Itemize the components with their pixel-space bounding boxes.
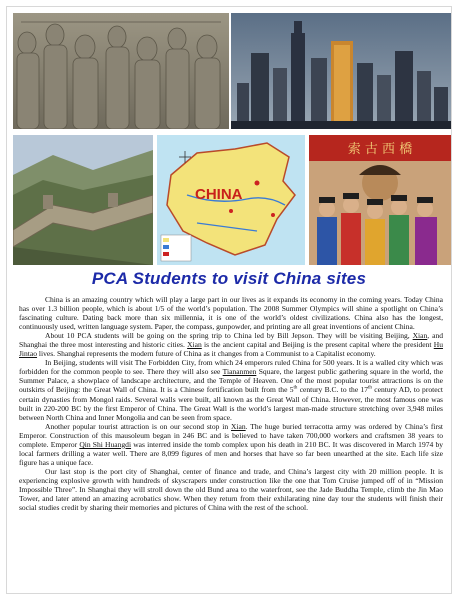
underlined-name: Xian [412,331,428,341]
underlined-name: Hu Jintao [19,340,443,359]
underlined-name: Xian [230,421,246,431]
paragraph-text: century AD, to protect certain dynasties from Mongol raids. Several walls were built, all known as the Great Wall of China. However, the most famous one was built in 220-200 BC by the first Emperor of China. The Great Wall is the world’s largest man-made structure stretching over 3,948 miles between North China and Inner Mongolia and can be seen from space. [19,385,443,422]
map-label: CHINA [195,186,243,203]
flyer-page [6,6,452,594]
underlined-name: Tiananmen [222,367,257,377]
article-paragraph [19,467,443,512]
paragraph-text: Another popular tourist attraction is on our second stop in [45,421,231,431]
ordinal-suffix: th [293,385,298,391]
great-wall-photo [13,135,153,265]
ordinal-suffix: th [368,385,372,391]
paragraph-text: About 10 PCA students will be going on the spring trip to China led by Bill Jepson. They will be visiting Beijing, [45,331,413,341]
terracotta-warriors-photo [13,13,229,129]
paragraph-text: In Beijing, students will visit The Forbidden City, from which 24 emperors ruled China for 500 years. It is a walled city which was forbidden for the common people to see. There they will also see [19,358,443,377]
sign-text: 索 古 西 橋 [347,142,413,157]
traditional-costume-photo [309,135,451,265]
paragraph-text: . The huge buried terracotta army was ordered by China’s first Emperor. Construction of this mausoleum began in 246 BC and is believed to have taken 700,000 workers and craftsmen 38 years to complete. Emperor [19,421,443,449]
page-title: PCA Students to visit China sites [91,269,367,288]
shanghai-skyline-photo [231,13,451,129]
paragraph-text: Square, the largest public gathering square in the world, the Summer Palace, a showplace of landscape architecture, and the Temple of Heaven. One of the most popular tourist attractions is on the outskirts of Beijing: the Great Wall of China. It is a Chinese fortification built from the 5 [19,367,443,395]
paragraph-text: century B.C. to the 17 [297,385,369,395]
paragraph-text: China is an amazing country which will play a large part in our lives as it expands its economy in the coming years. Today China has over 1.3 billion people, which is about 1/5 of the world’s population. The 2008 Summer Olympics will shine a spotlight on China’s fascinating culture. Dating back more than six millennia, it is one of the world’s oldest civilizations. China also has the longest, continuously used, written language system. Paper, the compass, gunpowder, and printing are all great inventions of ancient China. [19,295,443,332]
underlined-name: Xian [187,340,202,350]
paragraph-text: was interred inside the tomb complex upon his death in 210 BC. It was discovered in March 1974 by local farmers drilling a water well. There are 8,099 figures of men and horses that have so far been unearthed at the site. Each life size figure has a unique face. [19,439,443,467]
article-paragraph [19,422,443,467]
china-map-image [157,135,305,265]
article-paragraph [19,295,443,331]
article-body [19,295,443,512]
paragraph-text: Our last stop is the port city of Shanghai, center of finance and trade, and China’s largest city with 20 million people. It is experiencing explosive growth with hundreds of skyscrapers under construction like the one that Tom Cruise jumped off of in “Mission Impossible Three”. In Shanghai they will stroll down the old Bund area to the waterfront, see the Jade Buddha Temple, climb the Jin Mao Tower, and later attend an amazing acrobatics show. When they return from their exhilarating nine day tour the students will finish their social studies credit by sharing their memories and pictures of China with the rest of the school. [19,466,443,513]
underlined-name: Qin Shi Huangdi [79,439,132,449]
paragraph-text: is the ancient capital and Beijing is the present capital where the president [201,340,434,350]
paragraph-text: , and Shanghai the three most interesting and historic cities. [19,331,444,350]
article-paragraph [19,331,443,358]
article-paragraph [19,358,443,421]
paragraph-text: lives. Shanghai represents the modern future of China as it changes from a Communist to a Capitalist economy. [37,349,376,359]
